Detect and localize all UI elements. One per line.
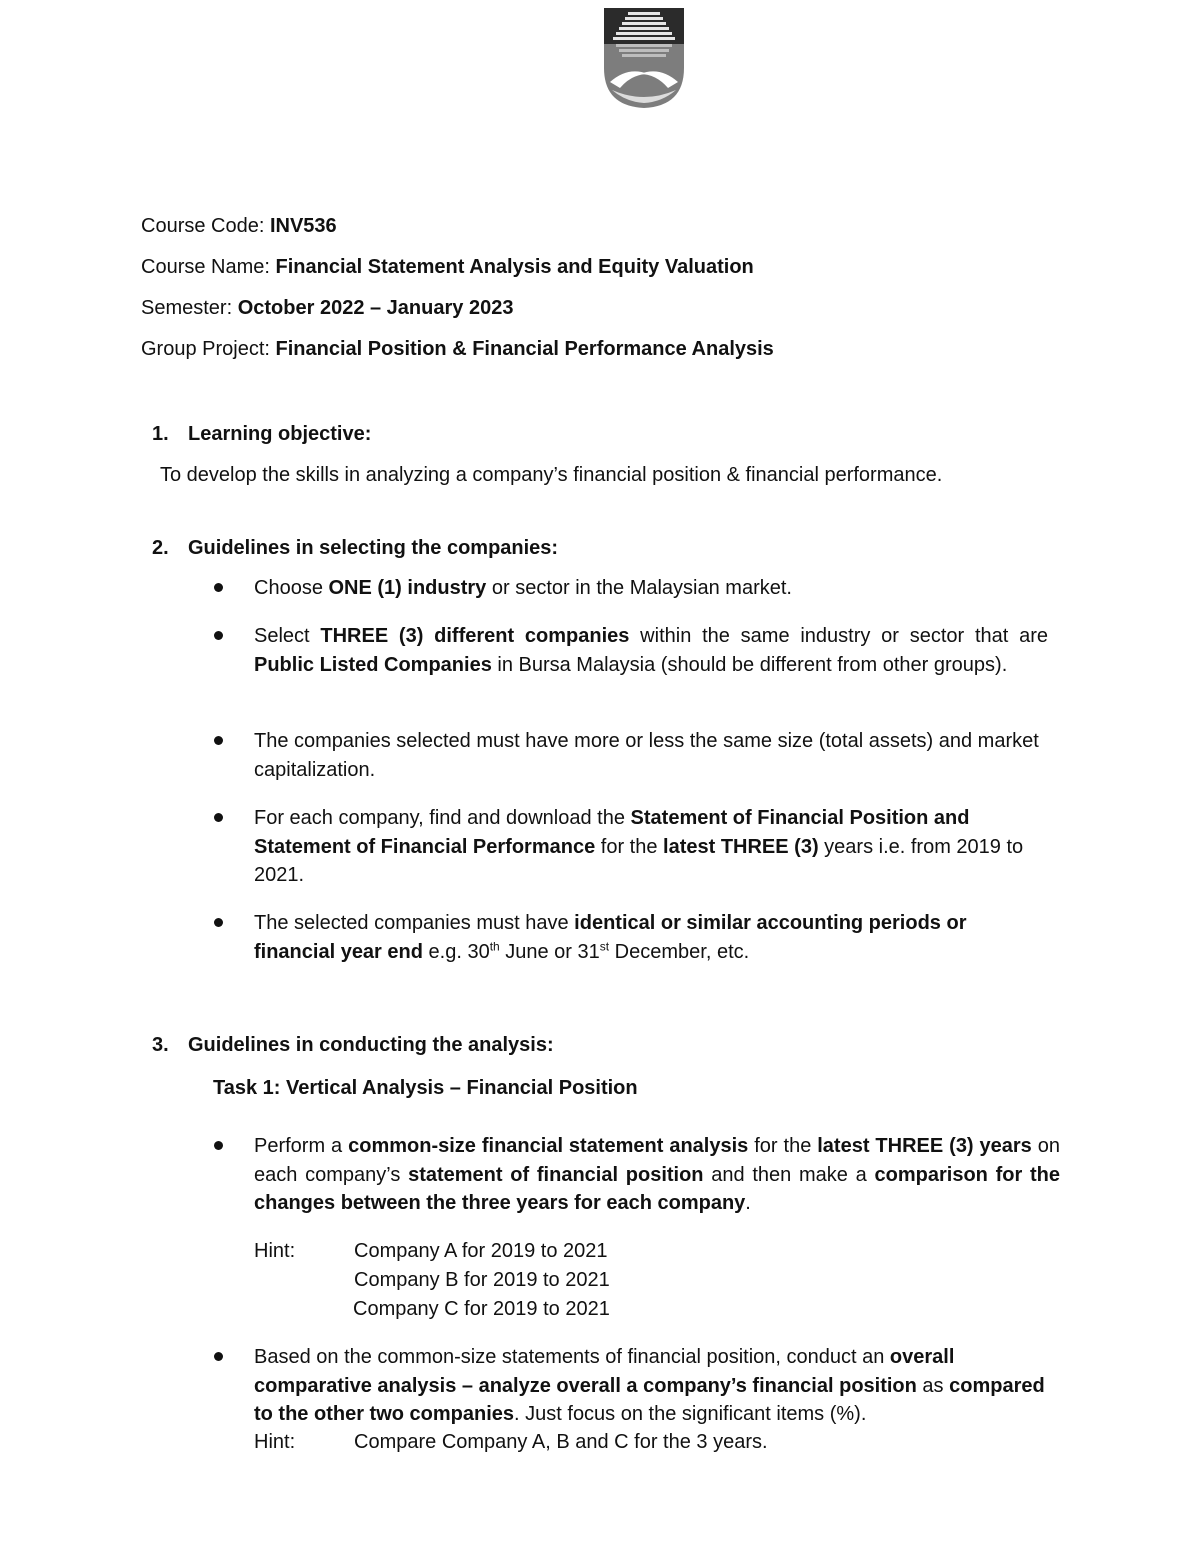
learning-objective-text: To develop the skills in analyzing a company’s financial position & financial performance. [160,464,943,486]
university-crest-logo [598,4,690,110]
bullet-dot [214,918,223,927]
section-1-heading [152,422,371,446]
group-project-value: Financial Position & Financial Performance Analysis [275,338,774,360]
section-2-title: Guidelines in selecting the companies: [188,537,559,559]
text-run: The companies selected must have more or less the same size (total assets) and market capitalization. [254,730,1039,781]
hint-1-line-3: Company C for 2019 to 2021 [353,1298,610,1320]
superscript: th [489,938,500,953]
text-run: for the [748,1135,818,1157]
bold-run: overall comparative analysis – analyze overall a company’s financial position [254,1346,955,1397]
bold-run: Public Listed Companies [254,653,492,676]
bold-run: compared to the other two companies [254,1374,1045,1425]
text-run: December, etc. [609,940,750,963]
bold-run: THREE (3) different companies [320,625,630,647]
course-name-value: Financial Statement Analysis and Equity Valuation [275,256,754,278]
superscript: st [599,938,610,953]
course-code-line [141,214,337,238]
bold-run: latest THREE (3) years [817,1135,1032,1157]
selection-bullet-4 [254,804,1048,890]
text-run: . [745,1192,751,1214]
section-2-number: 2. [152,537,169,559]
section-3-title: Guidelines in conducting the analysis: [188,1034,554,1056]
text-run: Based on the common-size statements of financial position, conduct an [254,1346,890,1368]
selection-bullet-2 [254,622,1048,679]
semester-value: October 2022 – January 2023 [237,297,514,319]
hint-2-text: Compare Company A, B and C for the 3 years. [354,1431,768,1453]
text-run: and then make a [703,1163,875,1186]
text-run: in Bursa Malaysia (should be different from other groups). [491,653,1008,676]
bullet-dot [214,583,223,592]
text-run: June or 31 [499,940,600,963]
section-2-heading [152,536,558,560]
group-project-line [141,337,774,361]
text-run: or sector in the Malaysian market. [486,577,792,599]
text-run: years i.e. from 2019 to 2021. [254,835,1024,886]
section-1-number: 1. [152,423,169,445]
selection-bullet-5 [254,909,1048,966]
section-3-number: 3. [152,1034,169,1056]
semester-label: Semester: [141,297,233,319]
group-project-label: Group Project: [141,338,270,360]
text-run: as [916,1374,950,1397]
text-run: within the same industry or sector that are [629,625,1048,647]
text-run: on each company’s [254,1135,1060,1186]
bold-run: statement of financial position [408,1163,704,1186]
text-run: The selected companies must have [254,912,575,934]
course-name-label: Course Name: [141,256,270,278]
bullet-dot [214,813,223,822]
bold-run: comparison for the changes between the three years for each company [254,1163,1061,1214]
hint-1-line-2: Company B for 2019 to 2021 [354,1269,610,1291]
analysis-bullet-1 [254,1132,1060,1218]
text-run: . Just focus on the significant items (%). [514,1403,867,1425]
bullet-dot [214,1141,223,1150]
text-run: For each company, find and download the [254,807,631,829]
text-run: for the [595,835,664,858]
task-1-title: Task 1: Vertical Analysis – Financial Position [213,1077,638,1099]
course-code-value: INV536 [269,215,337,237]
bullet-dot [214,736,223,745]
hint-1-line-1: Company A for 2019 to 2021 [354,1240,608,1262]
bold-run: ONE (1) industry [328,577,487,599]
selection-bullet-3 [254,727,1048,784]
course-name-line [141,255,754,279]
section-3-heading [152,1033,554,1057]
course-code-label: Course Code: [141,215,265,237]
hint-2-label: Hint: [254,1431,296,1453]
bullet-dot [214,1352,223,1361]
bold-run: common-size financial statement analysis [348,1135,749,1157]
hint-1-label: Hint: [254,1240,296,1262]
bold-run: Statement of Financial Position and Statement of Financial Performance [254,807,970,858]
semester-line [141,296,513,320]
text-run: e.g. 30 [422,940,490,963]
bullet-dot [214,631,223,640]
section-1-title: Learning objective: [188,423,372,445]
analysis-bullet-2 [254,1343,1048,1429]
text-run: Choose [254,577,329,599]
bold-run: identical or similar accounting periods or financial year end [254,912,967,963]
text-run: Perform a [254,1135,349,1157]
selection-bullet-1 [254,574,1048,603]
bold-run: latest THREE (3) [663,835,819,858]
text-run: Select [254,625,321,647]
